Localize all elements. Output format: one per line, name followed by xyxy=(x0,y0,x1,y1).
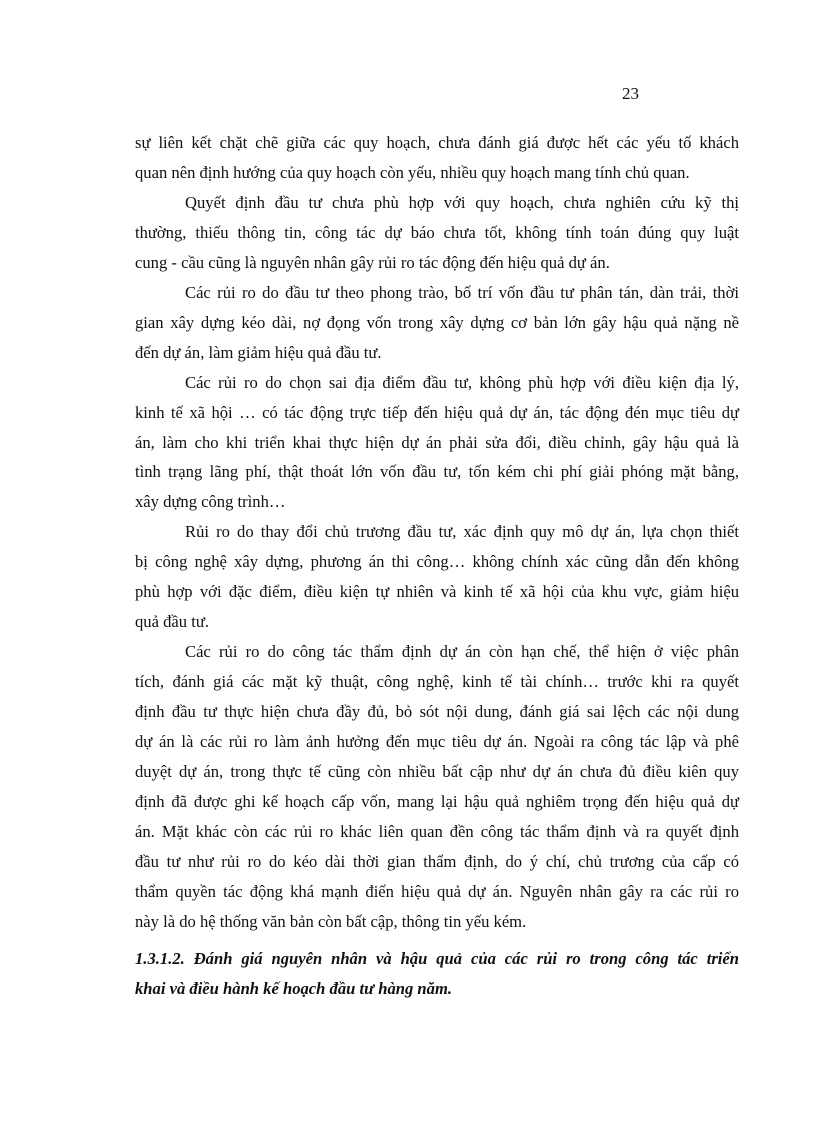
paragraph xyxy=(135,368,739,518)
text-line: gian xây dựng kéo dài, nợ đọng vốn trong xây dựng cơ bản lớn gây hậu quả nặng nề xyxy=(135,312,739,332)
paragraph xyxy=(135,278,739,368)
text-line: dự án là các rủi ro làm ảnh hưởng đến mục tiêu dự án. Ngoài ra công tác lập và phê xyxy=(135,732,739,752)
text-line: phù hợp với đặc điểm, điều kiện tự nhiên và kinh tế xã hội của khu vực, giảm hiệu xyxy=(135,582,739,602)
text-line: án, làm cho khi triển khai thực hiện dự án phải sửa đổi, điều chỉnh, gây hậu quả là xyxy=(135,432,739,452)
page-number: 23 xyxy=(622,84,639,103)
text-line: tình trạng lãng phí, thật thoát lớn vốn đầu tư, tốn kém chi phí giải phóng mặt bằng, xyxy=(135,462,739,482)
paragraph xyxy=(135,517,739,637)
paragraph xyxy=(135,128,739,188)
text-line: định đã được ghi kế hoạch cấp vốn, mang lại hậu quả nghiêm trọng đến hiệu quả dự xyxy=(135,791,739,811)
text-line: thường, thiếu thông tin, công tác dự báo chưa tốt, không tính toán đúng quy luật xyxy=(135,222,739,242)
section-heading xyxy=(135,944,739,1004)
text-line: Quyết định đầu tư chưa phù hợp với quy hoạch, chưa nghiên cứu kỹ thị xyxy=(185,192,739,212)
text-line: Các rủi ro do công tác thẩm định dự án còn hạn chế, thể hiện ở việc phân xyxy=(185,642,739,662)
text-line: quan nên định hướng của quy hoạch còn yếu, nhiều quy hoạch mang tính chủ quan. xyxy=(135,162,690,182)
heading-line: 1.3.1.2. Đánh giá nguyên nhân và hậu quả của các rủi ro trong công tác triển xyxy=(135,949,739,968)
text-line: kinh tế xã hội … có tác động trực tiếp đến hiệu quả dự án, tác động đén mục tiêu dự xyxy=(135,402,739,422)
heading-line: khai và điều hành kế hoạch đầu tư hàng năm. xyxy=(135,979,452,998)
paragraph xyxy=(135,637,739,937)
text-line: đầu tư như rủi ro do kéo dài thời gian thẩm định, do ý chí, chủ trương của cấp có xyxy=(135,851,739,871)
text-line: đến dự án, làm giảm hiệu quả đầu tư. xyxy=(135,342,382,362)
text-line: cung - cầu cũng là nguyên nhân gây rủi ro tác động đến hiệu quả dự án. xyxy=(135,252,610,272)
text-line: bị công nghệ xây dựng, phương án thi công… không chính xác cũng dẫn đến không xyxy=(135,552,739,572)
text-line: án. Mặt khác còn các rủi ro khác liên quan đền công tác thẩm định và ra quyết định xyxy=(135,821,739,841)
text-line: sự liên kết chặt chẽ giữa các quy hoạch, chưa đánh giá được hết các yếu tố khách xyxy=(135,133,739,152)
text-line: Các rủi ro do đầu tư theo phong trào, bố trí vốn đầu tư phân tán, dàn trải, thời xyxy=(185,282,739,302)
text-line: xây dựng công trình… xyxy=(135,492,286,512)
text-line: tích, đánh giá các mặt kỹ thuật, công nghệ, kinh tế tài chính… trước khi ra quyết xyxy=(135,672,739,692)
text-line: Rủi ro do thay đổi chủ trương đầu tư, xác định quy mô dự án, lựa chọn thiết xyxy=(185,522,739,542)
text-line: quả đầu tư. xyxy=(135,612,209,632)
text-line: định đầu tư thực hiện chưa đầy đủ, bỏ sót nội dung, đánh giá sai lệch các nội dung xyxy=(135,702,739,722)
text-line: duyệt dự án, trong thực tế cũng còn nhiều bất cập như dự án chưa đủ điều kiên quy xyxy=(135,762,739,782)
paragraph xyxy=(135,188,739,278)
text-line: Các rủi ro do chọn sai địa điểm đầu tư, không phù hợp với điều kiện địa lý, xyxy=(185,372,739,392)
text-line: này là do hệ thống văn bản còn bất cập, thông tin yếu kém. xyxy=(135,911,527,931)
text-line: thẩm quyền tác động khá mạnh điến hiệu quả dự án. Nguyên nhân gây ra các rủi ro xyxy=(135,881,739,901)
body-text xyxy=(135,128,739,937)
